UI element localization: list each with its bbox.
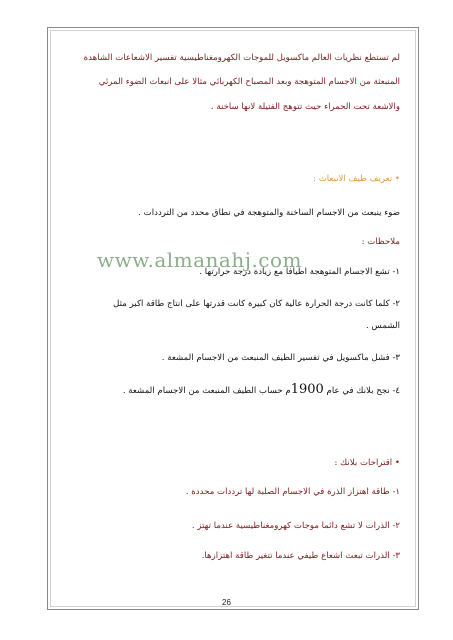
planck-heading: • اقتراحات بلانك : bbox=[334, 458, 400, 468]
note-item-2-line-1: ٢- كلما كانت درجة الحرارة عالية كان كبيرة كانت قدرتها على انتاج طاقة اكبر مثل bbox=[113, 299, 400, 309]
note-item-2-line-2: الشمس . bbox=[365, 321, 400, 331]
page-number: 26 bbox=[222, 598, 231, 607]
planck-item-2: ٢- الذرات لا تشع دائما موجات كهرومغناطيسية عندما تهتز . bbox=[191, 521, 400, 531]
note-item-4-start: ٤- نجح بلانك في عام bbox=[323, 386, 400, 396]
watermark: www.almanahj.com bbox=[97, 248, 303, 272]
definition-heading: • تعريف طيف الانبعاث : bbox=[313, 174, 400, 184]
planck-item-3: ٣- الذرات تبعث اشعاع طيفي عندما تتغير طاقة اهتزازها. bbox=[201, 551, 400, 561]
note-item-3: ٣- فشل ماكسويل في تفسير الطيف المنبعث من الاجسام المشعة . bbox=[161, 353, 400, 363]
definition-text: ضوء ينبعث من الاجسام الساخنة والمتوهجة في نطاق محدد من الترددات . bbox=[138, 208, 400, 218]
notes-heading: ملاحظات : bbox=[361, 237, 400, 247]
note-item-4-end: م حساب الطيف المنبعث من الاجسام المشعة . bbox=[122, 386, 291, 396]
intro-line-3: والاشعة تحت الحمراء حيث تتوهج الفتيلة لانها ساخنة . bbox=[210, 102, 400, 112]
note-item-4 bbox=[123, 384, 400, 397]
note-item-4-year: 1900 bbox=[290, 382, 324, 397]
note-item-1: ١- تشع الاجسام المتوهجة اطيافا مع زيادة درجة حرارتها . bbox=[199, 267, 400, 277]
intro-line-1: لم تستطع نظريات العالم ماكسويل للموجات الكهرومغناطيسية تفسير الاشعاعات الشاهدة bbox=[83, 53, 400, 63]
intro-line-2: المنبعثة من الاجسام المتوهجة وبعد المصباح الكهربائي مثالا على انبعاث الضوء المرئي bbox=[98, 77, 400, 87]
planck-item-1: ١- طاقة اهتزاز الذرة في الاجسام الصلبة لها ترددات محددة . bbox=[185, 487, 400, 497]
